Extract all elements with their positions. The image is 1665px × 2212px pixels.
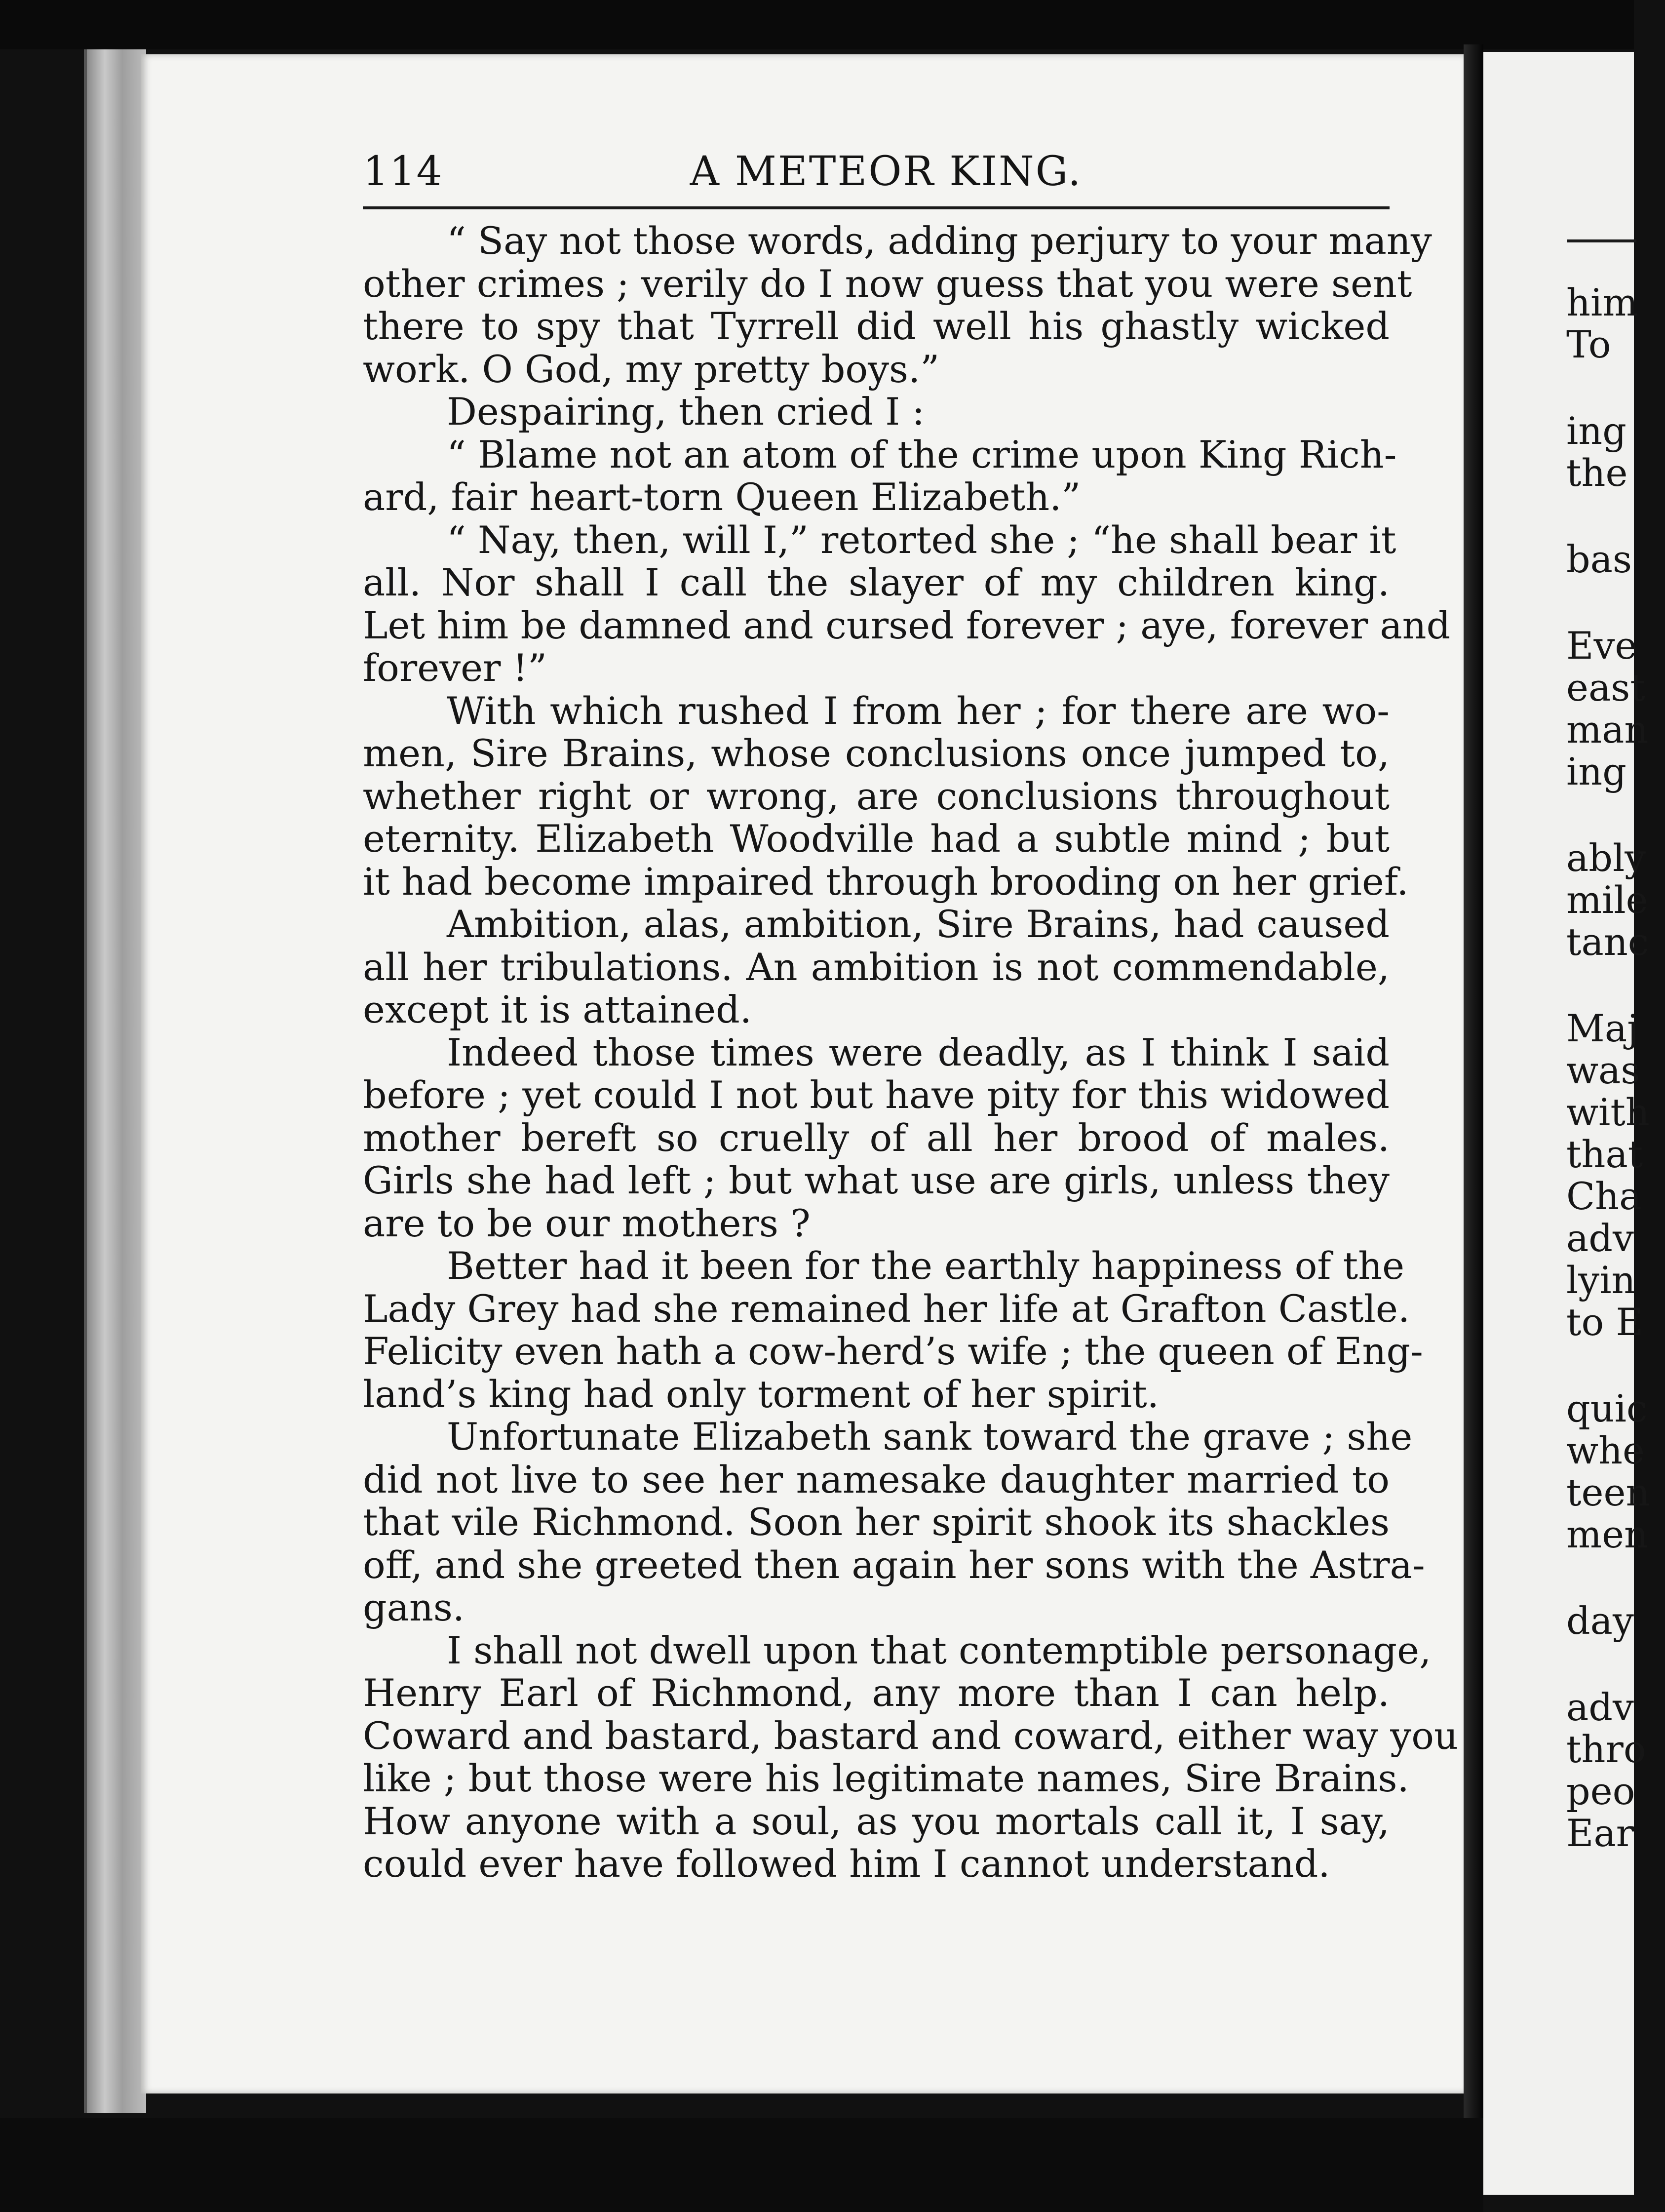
- text-line: land’s king had only torment of her spirit.: [363, 1372, 1159, 1416]
- facing-line-fragment: Eve: [1566, 624, 1637, 668]
- facing-line-fragment: east: [1566, 666, 1645, 710]
- text-line: gans.: [363, 1585, 465, 1629]
- facing-line-fragment: whe: [1566, 1428, 1645, 1472]
- text-line: did not live to see her namesake daughter married to: [363, 1457, 1390, 1501]
- facing-line-fragment: ing: [1566, 750, 1626, 793]
- book-gutter: [1464, 44, 1483, 2182]
- facing-line-fragment: ing: [1566, 409, 1626, 453]
- text-line: “ Nay, then, will I,” retorted she ; “he shall bear it: [447, 517, 1396, 562]
- text-line: Lady Grey had she remained her life at Grafton Castle.: [363, 1286, 1410, 1331]
- facing-line-fragment: Maj: [1566, 1006, 1639, 1050]
- facing-line-fragment: that: [1566, 1132, 1643, 1176]
- text-line: How anyone with a soul, as you mortals call it, I say,: [363, 1799, 1390, 1843]
- facing-line-fragment: thro: [1566, 1727, 1646, 1771]
- facing-line-fragment: To: [1566, 322, 1611, 366]
- text-line: that vile Richmond. Soon her spirit shook its shackles: [363, 1500, 1390, 1544]
- text-line: are to be our mothers ?: [363, 1201, 811, 1245]
- facing-line-fragment: day: [1566, 1599, 1634, 1643]
- facing-line-fragment: ably: [1566, 836, 1646, 880]
- text-line: whether right or wrong, are conclusions throughout: [363, 774, 1390, 818]
- facing-line-fragment: tanc: [1566, 920, 1649, 964]
- facing-line-fragment: the: [1566, 451, 1628, 495]
- facing-line-fragment: to E: [1566, 1300, 1643, 1344]
- text-line: Let him be damned and cursed forever ; aye, forever and: [363, 603, 1451, 647]
- text-line: With which rushed I from her ; for there are wo-: [447, 688, 1390, 733]
- text-line: Better had it been for the earthly happiness of the: [447, 1244, 1405, 1288]
- text-line: before ; yet could I not but have pity for this widowed: [363, 1073, 1390, 1117]
- facing-page: [1483, 52, 1650, 2195]
- facing-line-fragment: quic: [1566, 1386, 1648, 1430]
- text-line: “ Say not those words, adding perjury to your many: [447, 219, 1432, 263]
- running-title: A METEOR KING.: [690, 148, 1083, 195]
- facing-line-fragment: man: [1566, 708, 1649, 751]
- text-line: could ever have followed him I cannot understand.: [363, 1842, 1330, 1886]
- facing-header-rule: [1567, 239, 1636, 242]
- text-line: Unfortunate Elizabeth sank toward the grave ; she: [447, 1415, 1413, 1459]
- facing-line-fragment: with: [1566, 1090, 1650, 1134]
- facing-line-fragment: mile: [1566, 878, 1648, 922]
- text-line: like ; but those were his legitimate names, Sire Brains.: [363, 1756, 1409, 1800]
- facing-line-fragment: adv: [1566, 1216, 1634, 1260]
- text-line: Henry Earl of Richmond, any more than I can help.: [363, 1671, 1390, 1715]
- text-line: forever !”: [363, 646, 547, 690]
- text-line: there to spy that Tyrrell did well his ghastly wicked: [363, 304, 1390, 348]
- facing-line-fragment: lyin: [1566, 1258, 1636, 1302]
- facing-line-fragment: bas: [1566, 537, 1632, 581]
- facing-line-fragment: adv: [1566, 1685, 1634, 1729]
- text-line: men, Sire Brains, whose conclusions once jumped to,: [363, 731, 1390, 775]
- scan-border-bottom: [0, 2118, 1483, 2212]
- book-page-edges: [84, 49, 146, 2113]
- header-rule: [363, 206, 1390, 209]
- facing-line-fragment: teen: [1566, 1470, 1650, 1514]
- facing-line-fragment: peo: [1566, 1769, 1635, 1813]
- text-line: Girls she had left ; but what use are girls, unless they: [363, 1158, 1390, 1202]
- text-line: ard, fair heart-torn Queen Elizabeth.”: [363, 475, 1081, 519]
- text-line: Coward and bastard, bastard and coward, either way you: [363, 1713, 1458, 1758]
- facing-line-fragment: Cha: [1566, 1174, 1642, 1218]
- text-line: Indeed those times were deadly, as I think I said: [447, 1030, 1390, 1074]
- facing-line-fragment: him: [1566, 280, 1638, 324]
- body-text: [363, 219, 1458, 1886]
- text-line: except it is attained.: [363, 988, 752, 1031]
- facing-line-fragment: Ear: [1566, 1811, 1634, 1855]
- scan-border-top: [0, 0, 1634, 49]
- text-line: all. Nor shall I call the slayer of my children king.: [363, 560, 1390, 604]
- text-line: off, and she greeted then again her sons with the Astra-: [363, 1542, 1425, 1587]
- text-line: other crimes ; verily do I now guess that you were sent: [363, 261, 1412, 306]
- text-line: work. O God, my pretty boys.”: [363, 347, 940, 391]
- text-line: it had become impaired through brooding on her grief.: [363, 859, 1409, 904]
- facing-line-fragment: was: [1566, 1048, 1640, 1092]
- text-line: I shall not dwell upon that contemptible personage,: [447, 1628, 1432, 1672]
- text-line: Felicity even hath a cow-herd’s wife ; the queen of Eng-: [363, 1329, 1423, 1373]
- text-line: Despairing, then cried I :: [447, 390, 925, 434]
- page-header: [363, 148, 1390, 202]
- page-number: 114: [363, 148, 443, 195]
- text-line: “ Blame not an atom of the crime upon King Rich-: [447, 432, 1397, 476]
- text-line: mother bereft so cruelly of all her brood of males.: [363, 1115, 1390, 1160]
- text-line: eternity. Elizabeth Woodville had a subtle mind ; but: [363, 817, 1390, 861]
- facing-line-fragment: men: [1566, 1512, 1648, 1556]
- text-line: all her tribulations. An ambition is not commendable,: [363, 945, 1390, 989]
- text-line: Ambition, alas, ambition, Sire Brains, had caused: [447, 902, 1390, 946]
